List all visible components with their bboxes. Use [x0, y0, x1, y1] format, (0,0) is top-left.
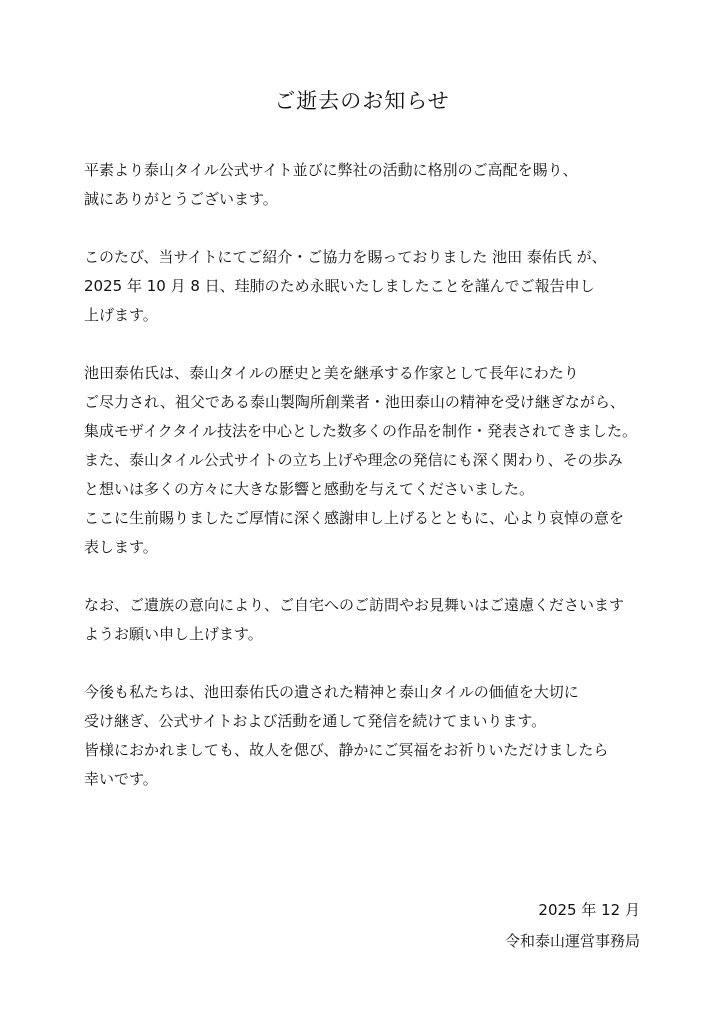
notice-signature-block: [505, 895, 640, 957]
text-line: 2025 年 10 月 8 日、珪肺のため永眠いたしましたことを謹んでご報告申し: [84, 277, 595, 295]
text-line: 受け継ぎ、公式サイトおよび活動を通して発信を続けてまいります。: [84, 712, 547, 730]
text-line: 表します。: [84, 538, 158, 556]
text-line: 平素より泰山タイル公式サイト並びに弊社の活動に格別のご高配を賜り、: [84, 161, 578, 179]
notice-signature: 令和泰山運営事務局: [504, 932, 640, 950]
text-line: ここに生前賜りましたご厚情に深く感謝申し上げるとともに、心より哀悼の意を: [84, 509, 625, 527]
text-line: ご尽力され、祖父である泰山製陶所創業者・池田泰山の精神を受け継ぎながら、: [84, 393, 625, 411]
text-line: このたび、当サイトにてご紹介・ご協力を賜っておりました 池田 泰佑氏 が、: [84, 248, 607, 266]
text-line: 上げます。: [84, 306, 158, 324]
text-line: 池田泰佑氏は、泰山タイルの歴史と美を継承する作家として長年にわたり: [84, 364, 579, 382]
paragraph-family-request: [84, 591, 654, 649]
text-line: と想いは多くの方々に大きな影響と感動を与えてくださいました。: [84, 480, 535, 498]
text-line: ようお願い申し上げます。: [84, 625, 263, 643]
text-line: なお、ご遺族の意向により、ご自宅へのご訪問やお見舞いはご遠慮くださいます: [84, 596, 625, 614]
text-line: 集成モザイクタイル技法を中心とした数多くの作品を制作・発表されてきました。: [84, 422, 638, 440]
text-line: 皆様におかれましても、故人を偲び、静かにご冥福をお祈りいただけましたら: [84, 741, 609, 759]
text-line: また、泰山タイル公式サイトの立ち上げや理念の発信にも深く関わり、その歩み: [84, 451, 623, 469]
paragraph-greeting: [84, 156, 654, 214]
notice-date: 2025 年 12 月: [538, 901, 640, 919]
text-line: 誠にありがとうございます。: [84, 190, 278, 208]
text-line: 幸いです。: [84, 770, 158, 788]
text-line: 今後も私たちは、池田泰佑氏の遺された精神と泰山タイルの価値を大切に: [84, 683, 579, 701]
paragraph-closing: [84, 678, 654, 794]
paragraph-announcement: [84, 243, 654, 330]
paragraph-tribute: [84, 359, 654, 562]
notice-body: [84, 156, 654, 823]
notice-title: ご逝去のお知らせ: [274, 89, 450, 113]
